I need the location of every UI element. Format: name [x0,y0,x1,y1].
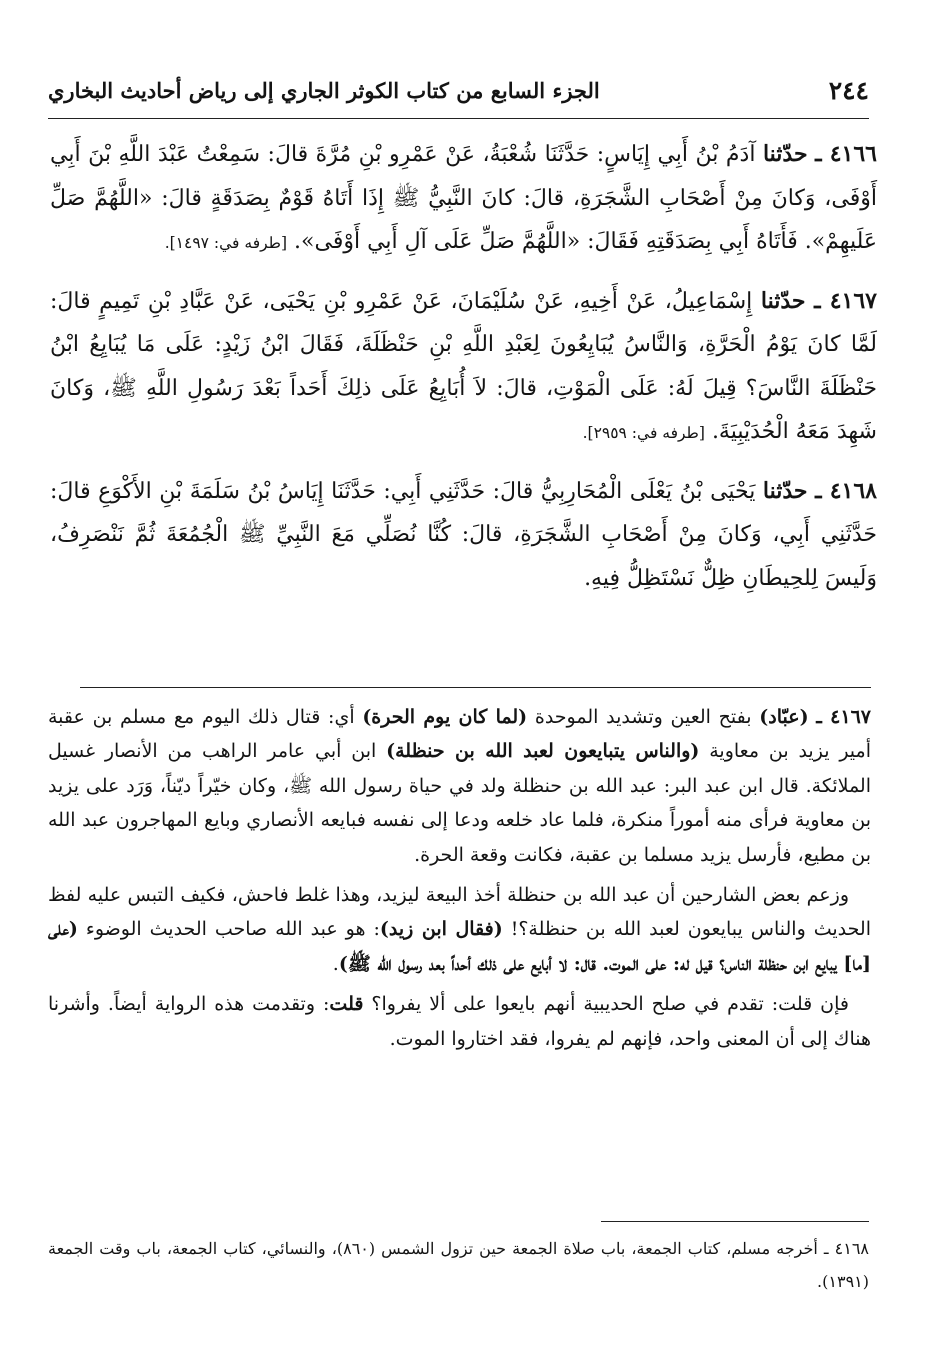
commentary-text: وزعم بعض الشارحين أن عبد الله بن حنظلة أخذ البيعة ليزيد، وهذا غلط فاحش، فكيف التبس عليه لفظ الحديث والناس يبايعون لعبد الله بن حنظلة؟! [48,884,871,941]
commentary-paragraph-2 [48,878,871,981]
quoted-term: (على [ما] يبايع ابن حنظلة الناس؟ قيل له: على الموت. قال: لا أبايع على ذلك أحداً بعد رسول الله ﷺ) [48,918,871,975]
quoted-term: (والناس يتبايعون لعبد الله بن حنظلة) [386,740,700,763]
quoted-term: (لما كان يوم الحرة) [362,706,528,728]
hadith-body: إِسْمَاعِيلُ، عَنْ أَخِيهِ، عَنْ سُلَيْمَانَ، عَنْ عَمْرِو بْنِ يَحْيَى، عَنْ عَبَّادِ بْنِ تَمِيمٍ قالَ: لَمَّا كانَ يَوْمُ الْحَرَّةِ، وَالنَّاسُ يُبَايِعُونَ لِعَبْدِ اللَّهِ بْنِ حَنْظَلَةَ، فَقَالَ ابْنُ زَيْدٍ: عَلَى مَا يُبَايِعُ ابْنُ حَنْظَلَةَ النَّاسَ؟ قِيلَ لَهُ: عَلَى الْمَوْتِ، قالَ: لاَ أُبَايِعُ عَلَى ذلِكَ أَحَداً بَعْدَ رَسُولِ اللَّهِ ﷺ، وَكانَ شَهِدَ مَعَهُ الْحُدَيْبِيَةَ. [50,288,877,444]
hadith-intro: حدّثنا [760,287,806,314]
commentary-text: أي: قتال ذلك اليوم مع مسلم بن عقبة أمير يزيد بن معاوية [48,706,871,763]
hadith-text-block [50,133,877,614]
hadith-4167 [50,280,877,456]
hadith-intro: حدّثنا [762,141,808,167]
running-head [48,68,869,112]
hadith-4168 [50,470,877,601]
hadith-number: ٤١٦٨ ـ [815,477,877,504]
commentary-text: فإن قلت: تقدم في صلح الحديبية أنهم بايعوا على ألا يفروا؟ [363,993,850,1016]
quoted-term: (عبّاد) [759,706,809,728]
hadith-4166 [50,133,877,266]
commentary-paragraph-3 [48,987,871,1056]
commentary-text: ابن أبي عامر الراهب من الأنصار غسيل الملائكة. قال ابن عبد البر: عبد الله بن حنظلة ولد في حياة رسول الله ﷺ، وكان خيّراً ديّناً، وَرَد على يزيد بن معاوية فرأى منه أموراً منكرة، فلما عاد خلعه ودعا إلى نفسه فبايعه الأنصاري وبايع المهاجرون عبد الله بن مطيع، فأرسل يزيد مسلما بن عقبة، فكانت وقعة الحرة. [48,740,871,866]
header-rule [48,118,869,119]
hadith-number: ٤١٦٦ ـ [815,141,877,167]
hadith-body: يَحْيَى بْنُ يَعْلَى الْمُحَارِبِيُّ قالَ: حَدَّثَنِي أَبِي: حَدَّثَنَا إِيَاسُ بْنُ سَلَمَةَ بْنِ الأَكْوَعِ قالَ: حَدَّثَنِي أَبِي، وَكانَ مِنْ أَصْحَابِ الشَّجَرَةِ، قالَ: كُنَّا نُصَلِّي مَعَ النَّبِيِّ ﷺ الْجُمُعَةَ ثُمَّ نَنْصَرِفُ، وَلَيسَ لِلحِيطَانِ ظِلٌّ نَسْتَظِلُّ فِيهِ. [50,478,877,591]
hadith-cross-ref: [طرفه في: ٢٩٥٩]. [582,424,705,442]
hadith-body: آدَمُ بْنُ أَبِي إِيَاسٍ: حَدَّثَنَا شُعْبَةُ، عَنْ عَمْرِو بْنِ مُرَّةَ قالَ: سَمِعْتُ عَبْدَ اللَّهِ بْنَ أَبِي أَوْفَى، وَكانَ مِنْ أَصْحَابِ الشَّجَرَةِ، قالَ: كانَ النَّبِيُّ ﷺ إِذَا أَتَاهُ قَوْمٌ بِصَدَقَةٍ قالَ: «اللَّهُمَّ صَلِّ عَلَيهِمْ». فَأَتَاهُ أَبِي بِصَدَقَتِهِ فَقَالَ: «اللَّهُمَّ صَلِّ عَلَى آلِ أَبِي أَوْفَى». [50,142,877,254]
commentary-paragraph-4167 [48,700,871,872]
commentary-text: . [332,952,339,975]
running-title: الجزء السابع من كتاب الكوثر الجاري إلى رياض أحاديث البخاري [48,77,600,103]
footnote-rule [601,1221,869,1222]
hadith-intro: حدّثنا [762,477,808,504]
commentary-text: : هو عبد الله صاحب الحديث الوضوء [77,918,380,941]
hadith-number: ٤١٦٧ ـ [814,287,877,314]
commentary-divider [80,687,871,688]
commentary-text: : وتقدمت هذه الرواية أيضاً. وأشرنا هناك إلى أن المعنى واحد، فإنهم لم يفروا، فقد اختاروا الموت. [48,993,871,1050]
footnote: ٤١٦٨ ـ أخرجه مسلم، كتاب الجمعة، باب صلاة الجمعة حين تزول الشمس (٨٦٠)، والنسائي، كتاب الجمعة، باب وقت الجمعة (١٣٩١). [48,1239,870,1291]
quoted-term: قلت [329,993,364,1016]
commentary-block [48,700,871,1062]
page-number: ٢٤٤ [828,75,869,105]
commentary-text: بفتح العين وتشديد الموحدة [527,706,760,728]
hadith-cross-ref: [طرفه في: ١٤٩٧]. [164,234,288,252]
quoted-term: (فقال ابن زيد) [379,918,503,941]
commentary-number: ٤١٦٧ ـ [816,706,871,728]
